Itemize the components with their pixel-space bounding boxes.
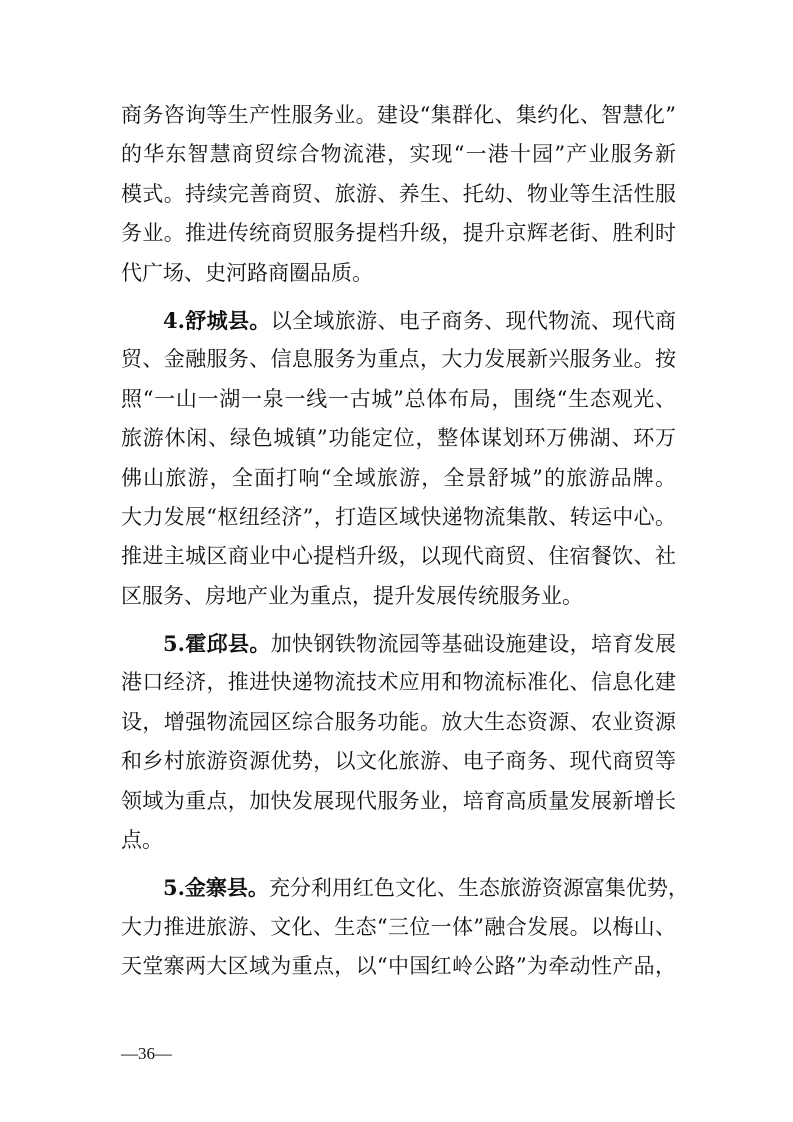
paragraph-first-line bbox=[121, 301, 676, 340]
page-number: —36— bbox=[121, 1044, 172, 1063]
section-heading-jinzhai: 5.金寨县。 bbox=[163, 875, 269, 901]
text-line: 佛山旅游，全面打响“全域旅游，全景舒城”的旅游品牌。 bbox=[121, 465, 676, 490]
text-line: 模式。持续完善商贸、旅游、养生、托幼、物业等生活性服 bbox=[121, 181, 676, 206]
text-line: 天堂寨两大区域为重点，以“中国红岭公路”为牵动性产品， bbox=[121, 954, 676, 979]
paragraph-first-line bbox=[121, 868, 689, 907]
text-span: 充分利用红色文化、生态旅游资源富集优势， bbox=[268, 876, 689, 901]
text-line: 港口经济，推进快递物流技术应用和物流标准化、信息化建 bbox=[121, 670, 676, 695]
text-line: 大力发展“枢纽经济”，打造区域快递物流集散、转运中心。 bbox=[121, 504, 676, 529]
text-line: 照“一山一湖一泉一线一古城”总体布局，围绕“生态观光、 bbox=[121, 386, 676, 411]
text-line: 代广场、史河路商圈品质。 bbox=[121, 260, 373, 285]
text-line: 推进主城区商业中心提档升级，以现代商贸、住宿餐饮、社 bbox=[121, 544, 676, 569]
text-line: 贸、金融服务、信息服务为重点，大力发展新兴服务业。按 bbox=[121, 347, 676, 372]
text-line: 务业。推进传统商贸服务提档升级，提升京辉老街、胜利时 bbox=[121, 221, 676, 246]
text-line: 区服务、房地产业为重点，提升发展传统服务业。 bbox=[121, 583, 583, 608]
text-line: 和乡村旅游资源优势，以文化旅游、电子商务、现代商贸等 bbox=[121, 749, 676, 774]
body-text bbox=[121, 96, 689, 987]
text-line: 设，增强物流园区综合服务功能。放大生态资源、农业资源 bbox=[121, 709, 676, 734]
text-line: 商务咨询等生产性服务业。建设“集群化、集约化、智慧化” bbox=[121, 103, 676, 127]
text-line: 领域为重点，加快发展现代服务业，培育高质量发展新增长 bbox=[121, 788, 676, 813]
text-line: 点。 bbox=[121, 828, 163, 853]
section-heading-huoqiu: 5.霍邱县。 bbox=[163, 631, 271, 657]
section-heading-shucheng: 4.舒城县。 bbox=[163, 307, 271, 333]
text-line: 的华东智慧商贸综合物流港，实现“一港十园”产业服务新 bbox=[121, 142, 676, 167]
text-span: 加快钢铁物流园等基础设施建设，培育发展 bbox=[270, 632, 676, 657]
paragraph-first-line bbox=[121, 624, 676, 663]
text-span: 以全域旅游、电子商务、现代物流、现代商 bbox=[270, 308, 676, 333]
text-line: 大力推进旅游、文化、生态“三位一体”融合发展。以梅山、 bbox=[121, 914, 676, 939]
text-line: 旅游休闲、绿色城镇”功能定位，整体谋划环万佛湖、环万 bbox=[121, 426, 676, 451]
